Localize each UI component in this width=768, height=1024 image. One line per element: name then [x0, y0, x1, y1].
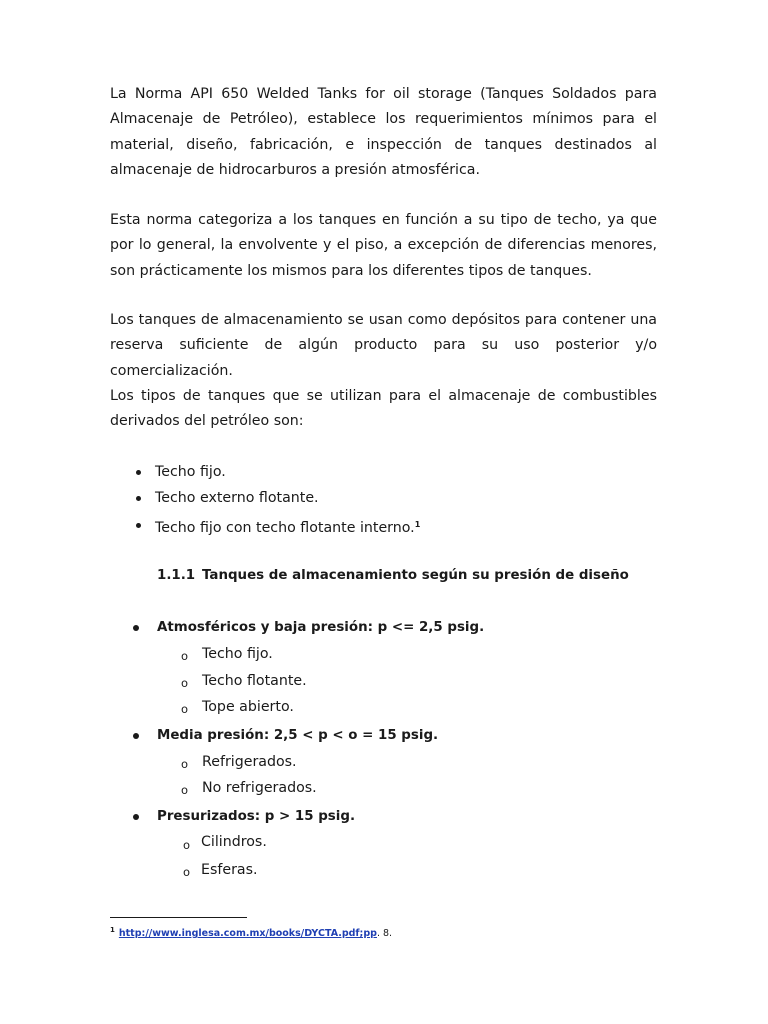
list-item: Tope abierto.	[202, 699, 294, 715]
bullet-icon	[133, 814, 139, 820]
sub-bullet-icon: o	[181, 649, 189, 663]
list-item: Techo fijo.	[155, 464, 226, 480]
list-item: Refrigerados.	[202, 754, 297, 770]
bullet-icon	[133, 733, 139, 739]
list-item: Techo fijo.	[202, 646, 273, 662]
bullet-icon	[136, 523, 141, 528]
footnote-suffix: . 8.	[376, 928, 393, 939]
sub-bullet-icon: o	[181, 757, 189, 771]
sub-bullet-icon: o	[181, 676, 189, 690]
sub-bullet-icon: o	[183, 838, 191, 852]
pressure-group-label: Atmosféricos y baja presión: p <= 2,5 psig.	[157, 620, 485, 635]
sub-bullet-icon: o	[183, 865, 191, 879]
list-item: Techo flotante.	[202, 673, 307, 689]
footnote-reference[interactable]: 1	[414, 520, 421, 529]
pressure-group-label: Media presión: 2,5 < p < o = 15 psig.	[157, 728, 439, 743]
paragraph-intro: La Norma API 650 Welded Tanks for oil storage (Tanques Soldados para Almacenaje de Petróleo), establece los requerimientos mínimos para el material, diseño, fabricación, e inspección de tanques destinados al almacenaje de hidrocarburos a presión atmosférica.	[110, 86, 657, 178]
bullet-icon	[136, 470, 141, 475]
paragraph-storage-purpose: Los tanques de almacenamiento se usan como depósitos para contener una reserva suficiente de algún producto para su uso posterior y/o comercialización.	[110, 312, 657, 379]
section-number: 1.1.1	[157, 568, 196, 583]
sub-bullet-icon: o	[181, 702, 189, 716]
list-item: No refrigerados.	[202, 780, 317, 796]
bullet-icon	[136, 496, 141, 501]
sub-bullet-icon: o	[181, 783, 189, 797]
section-title: Tanques de almacenamiento según su presión de diseño	[202, 568, 629, 583]
paragraph-tank-types-intro: Los tipos de tanques que se utilizan para el almacenaje de combustibles derivados del petróleo son:	[110, 388, 657, 430]
footnote	[110, 923, 392, 941]
pressure-group-label: Presurizados: p > 15 psig.	[157, 809, 356, 824]
footnote-separator	[110, 917, 247, 918]
list-item: Cilindros.	[201, 834, 267, 850]
list-item: Esferas.	[201, 862, 258, 878]
paragraph-roof-classification: Esta norma categoriza a los tanques en función a su tipo de techo, ya que por lo general, la envolvente y el piso, a excepción de diferencias menores, son prácticamente los mismos para los diferentes tipos de tanques.	[110, 212, 657, 279]
footnote-link[interactable]: http://www.inglesa.com.mx/books/DYCTA.pdf;pp	[118, 928, 377, 939]
section-heading	[157, 566, 629, 586]
list-item	[155, 515, 420, 538]
list-item-text: Techo fijo con techo flotante interno.	[155, 520, 415, 536]
list-item: Techo externo flotante.	[155, 490, 319, 506]
footnote-mark: 1	[110, 926, 115, 934]
bullet-icon	[133, 625, 139, 631]
